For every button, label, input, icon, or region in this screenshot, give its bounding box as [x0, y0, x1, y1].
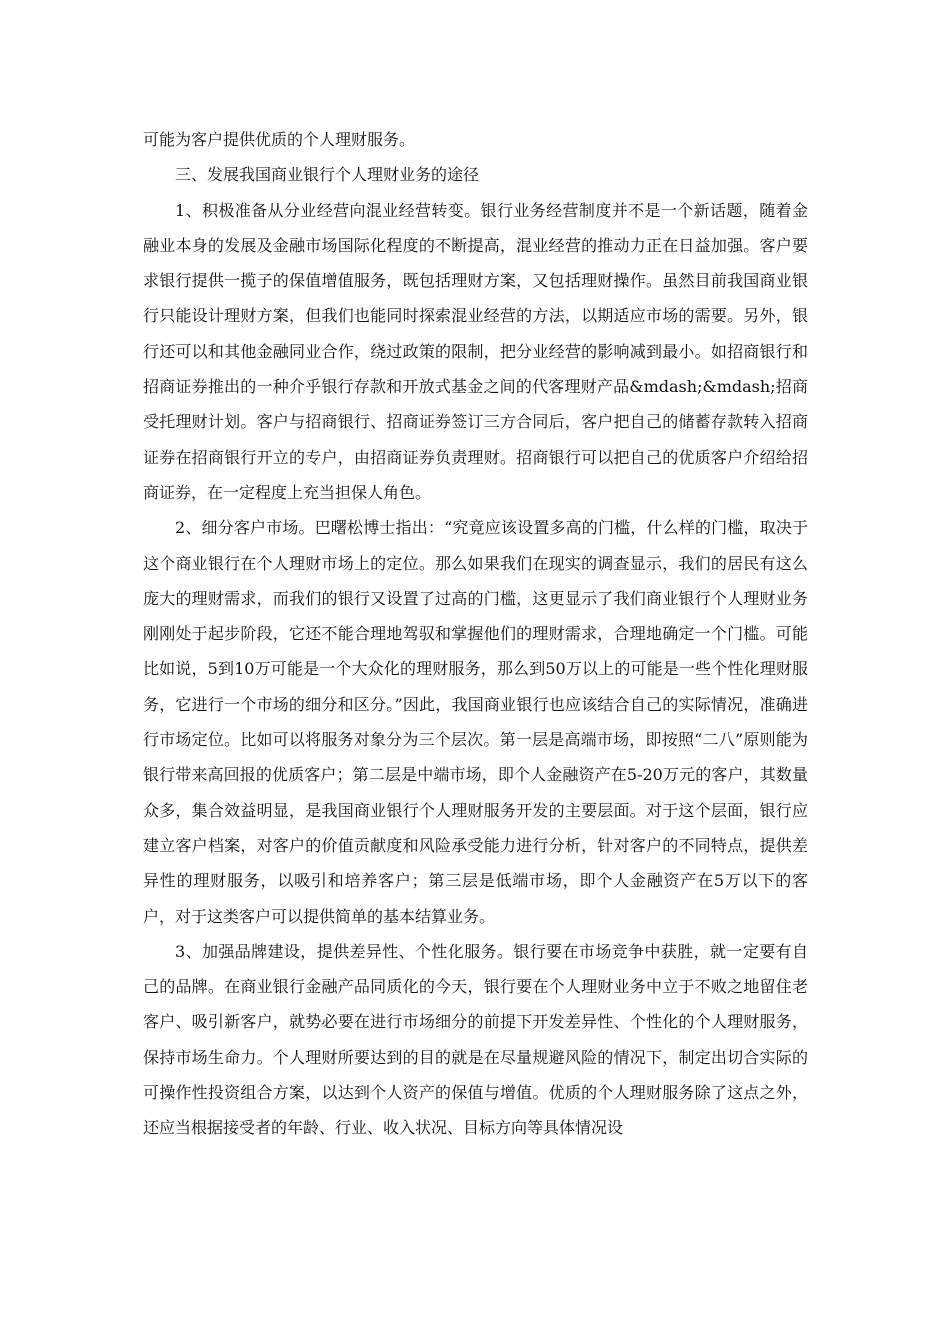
section-heading: 三、发展我国商业银行个人理财业务的途径 — [175, 165, 480, 185]
paragraph-item-3: 3、加强品牌建设，提供差异性、个性化服务。银行要在市场竞争中获胜，就一定要有自己的品牌。在商业银行金融产品同质化的今天，银行要在个人理财业务中立于不败之地留住老客户、吸引新客户，就势必要在进行市场细分的前提下开发差异性、个性化的个人理财服务，保持市场生命力。个人理财所要达到的目的就是在尽量规避风险的情况下，制定出切合实际的可操作性投资组合方案，以达到个人资产的保值与增值。优质的个人理财服务除了这点之外，还应当根据接受者的年龄、行业、收入状况、目标方向等具体情况设 — [143, 941, 808, 1138]
paragraph-continuation: 可能为客户提供优质的个人理财服务。 — [143, 130, 416, 149]
paragraph-item-2: 2、细分客户市场。巴曙松博士指出：“究竟应该设置多高的门槛，什么样的门槛，取决于这个商业银行在个人理财市场上的定位。那么如果我们在现实的调查显示，我们的居民有这么庞大的理财需求，而我们的银行又设置了过高的门槛，这更显示了我们商业银行个人理财业务刚刚处于起步阶段，它还不能合理地驾驭和掌握他们的理财需求，合理地确定一个门槛。可能比如说，5到10万可能是一个大众化的理财服务，那么到50万以上的可能是一些个性化理财服务，它进行一个市场的细分和区分。”因此，我国商业银行也应该结合自己的实际情况，准确进行市场定位。比如可以将服务对象分为三个层次。第一层是高端市场，即按照“二八”原则能为银行带来高回报的优质客户；第二层是中端市场，即个人金融资产在5-20万元的客户，其数量众多，集合效益明显，是我国商业银行个人理财服务开发的主要层面。对于这个层面，银行应建立客户档案，对客户的价值贡献度和风险承受能力进行分析，针对客户的不同特点，提供差异性的理财服务，以吸引和培养客户；第三层是低端市场，即个人金融资产在5万以下的客户，对于这类客户可以提供简单的基本结算业务。 — [143, 518, 808, 926]
document-body — [143, 122, 808, 1146]
paragraph-item-1: 1、积极准备从分业经营向混业经营转变。银行业务经营制度并不是一个新话题，随着金融业本身的发展及金融市场国际化程度的不断提高，混业经营的推动力正在日益加强。客户要求银行提供一揽子的保值增值服务，既包括理财方案，又包括理财操作。虽然目前我国商业银行只能设计理财方案，但我们也能同时探索混业经营的方法，以期适应市场的需要。另外，银行还可以和其他金融同业合作，绕过政策的限制，把分业经营的影响减到最小。如招商银行和招商证券推出的一种介乎银行存款和开放式基金之间的代客理财产品&mdash;&mdash;招商受托理财计划。客户与招商银行、招商证券签订三方合同后，客户把自己的储蓄存款转入招商证券在招商银行开立的专户，由招商证券负责理财。招商银行可以把自己的优质客户介绍给招商证券，在一定程度上充当担保人角色。 — [143, 200, 808, 502]
